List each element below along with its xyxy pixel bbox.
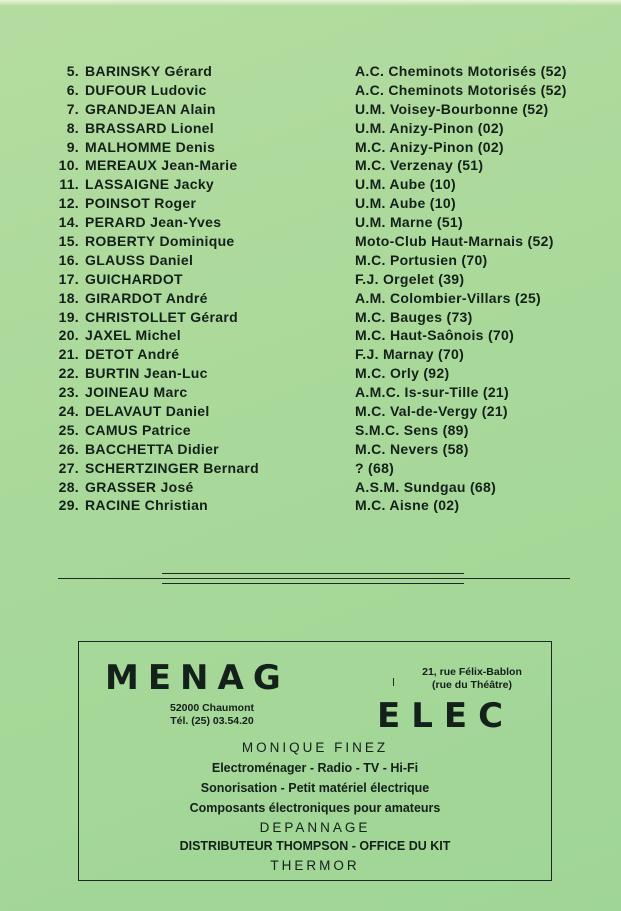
club-name: M.C. Anizy-Pinon (02) [355,138,504,155]
shop-address [397,666,547,692]
club-name: M.C. Orly (92) [355,365,450,382]
rider-name: POINSOT Roger [85,195,197,212]
result-row [52,62,592,81]
rider-name: DUFOUR Ludovic [85,81,207,98]
rider-name: PERARD Jean-Yves [85,214,222,231]
result-row [52,364,592,383]
result-row [52,459,592,478]
result-row [52,100,592,119]
club-name: F.J. Marnay (70) [355,346,465,363]
result-rank: 9. [66,138,79,155]
rider-name: BARINSKY Gérard [85,63,213,79]
result-rank: 23. [58,384,79,401]
result-row [52,251,592,270]
club-name: M.C. Verzenay (51) [355,157,484,174]
club-name: A.C. Cheminots Motorisés (52) [355,63,567,79]
divider-short-upper [162,573,464,574]
results-list [52,62,592,515]
rider-name: MEREAUX Jean-Marie [85,157,238,174]
result-rank: 16. [58,251,79,268]
rider-name: BRASSARD Lionel [85,119,214,136]
address-note: (rue du Théâtre) [432,679,512,691]
club-name: M.C. Haut-Saônois (70) [355,327,515,344]
result-row [52,402,592,421]
result-rank: 6. [66,81,79,98]
result-row [52,289,592,308]
rider-name: JOINEAU Marc [85,384,188,401]
club-name: S.M.C. Sens (89) [355,421,469,438]
city-line: 52000 Chaumont [169,702,255,714]
club-name: A.C. Cheminots Motorisés (52) [355,81,567,98]
result-row [52,156,592,175]
result-rank: 19. [58,308,79,325]
phone-line: Tél. (25) 03.54.20 [170,715,254,727]
address-street: 21, rue Félix-Bablon [422,666,522,678]
rider-name: GLAUSS Daniel [85,251,194,268]
result-row [52,345,592,364]
result-row [52,194,592,213]
result-rank: 15. [58,233,79,250]
decorative-tick [393,678,394,686]
rider-name: CAMUS Patrice [85,421,191,438]
result-rank: 17. [58,270,79,287]
club-name: A.M.C. Is-sur-Tille (21) [355,384,509,401]
result-rank: 11. [59,176,79,193]
ad-line-appliances: Electroménager - Radio - TV - Hi-Fi [211,761,419,775]
result-rank: 12. [58,195,79,212]
result-rank: 10. [58,157,79,174]
club-name: M.C. Val-de-Vergy (21) [355,403,508,420]
club-name: ? (68) [355,459,395,476]
result-rank: 18. [58,289,79,306]
result-row [52,119,592,138]
rider-name: MALHOMME Denis [85,138,216,155]
result-rank: 27. [58,459,79,476]
rider-name: LASSAIGNE Jacky [85,176,214,193]
result-rank: 29. [58,497,79,514]
rider-name: SCHERTZINGER Bernard [85,459,260,476]
result-row [52,213,592,232]
result-row [52,383,592,402]
result-row [52,326,592,345]
club-name: U.M. Aube (10) [355,176,456,193]
brand-elec: ELEC [377,696,515,736]
result-row [52,81,592,100]
ad-line-thermor: THERMOR [270,858,360,873]
club-name: U.M. Marne (51) [355,214,463,231]
result-row [52,232,592,251]
rider-name: DETOT André [85,346,180,363]
result-rank: 25. [58,421,79,438]
result-row [52,138,592,157]
result-row [52,478,592,497]
club-name: A.S.M. Sundgau (68) [355,478,497,495]
owner-name: MONIQUE FINEZ [241,740,389,755]
ad-line-sound: Sonorisation - Petit matériel électrique [200,781,430,795]
result-rank: 22. [58,365,79,382]
result-rank: 28. [58,478,79,495]
club-name: Moto-Club Haut-Marnais (52) [355,233,554,250]
result-rank: 21. [58,346,79,363]
ad-line-distributor: DISTRIBUTEUR THOMPSON - OFFICE DU KIT [179,839,451,853]
rider-name: GRANDJEAN Alain [85,100,216,117]
ad-line-repair: DEPANNAGE [259,820,371,835]
rider-name: BACCHETTA Didier [85,440,219,457]
club-name: M.C. Portusien (70) [355,251,488,268]
rider-name: GIRARDOT André [85,289,208,306]
ad-line-components: Composants électroniques pour amateurs [189,801,441,815]
result-row [52,270,592,289]
result-row [52,496,592,515]
rider-name: DELAVAUT Daniel [85,403,210,420]
advertisement-box [78,641,552,881]
rider-name: JAXEL Michel [85,327,181,344]
club-name: U.M. Voisey-Bourbonne (52) [355,100,549,117]
rider-name: ROBERTY Dominique [85,233,235,250]
rider-name: GUICHARDOT [85,270,183,287]
rider-name: RACINE Christian [85,497,209,514]
result-rank: 8. [66,119,79,136]
club-name: M.C. Aisne (02) [355,497,460,514]
paper-edge [0,0,621,6]
result-row [52,440,592,459]
result-rank: 20. [58,327,79,344]
rider-name: BURTIN Jean-Luc [85,365,208,382]
club-name: M.C. Nevers (58) [355,440,469,457]
result-rank: 5. [66,63,79,79]
result-rank: 26. [58,440,79,457]
shop-city-phone [157,702,267,728]
result-row [52,175,592,194]
club-name: U.M. Anizy-Pinon (02) [355,119,504,136]
club-name: M.C. Bauges (73) [355,308,473,325]
result-rank: 24. [58,403,79,420]
divider-short-lower [162,583,464,584]
rider-name: CHRISTOLLET Gérard [85,308,238,325]
divider-long [58,578,570,579]
result-row [52,421,592,440]
result-rank: 14. [58,214,79,231]
club-name: U.M. Aube (10) [355,195,456,212]
brand-menag: MENAG [105,658,290,698]
result-rank: 7. [66,100,79,117]
rider-name: GRASSER José [85,478,194,495]
club-name: F.J. Orgelet (39) [355,270,465,287]
result-row [52,308,592,327]
club-name: A.M. Colombier-Villars (25) [355,289,541,306]
